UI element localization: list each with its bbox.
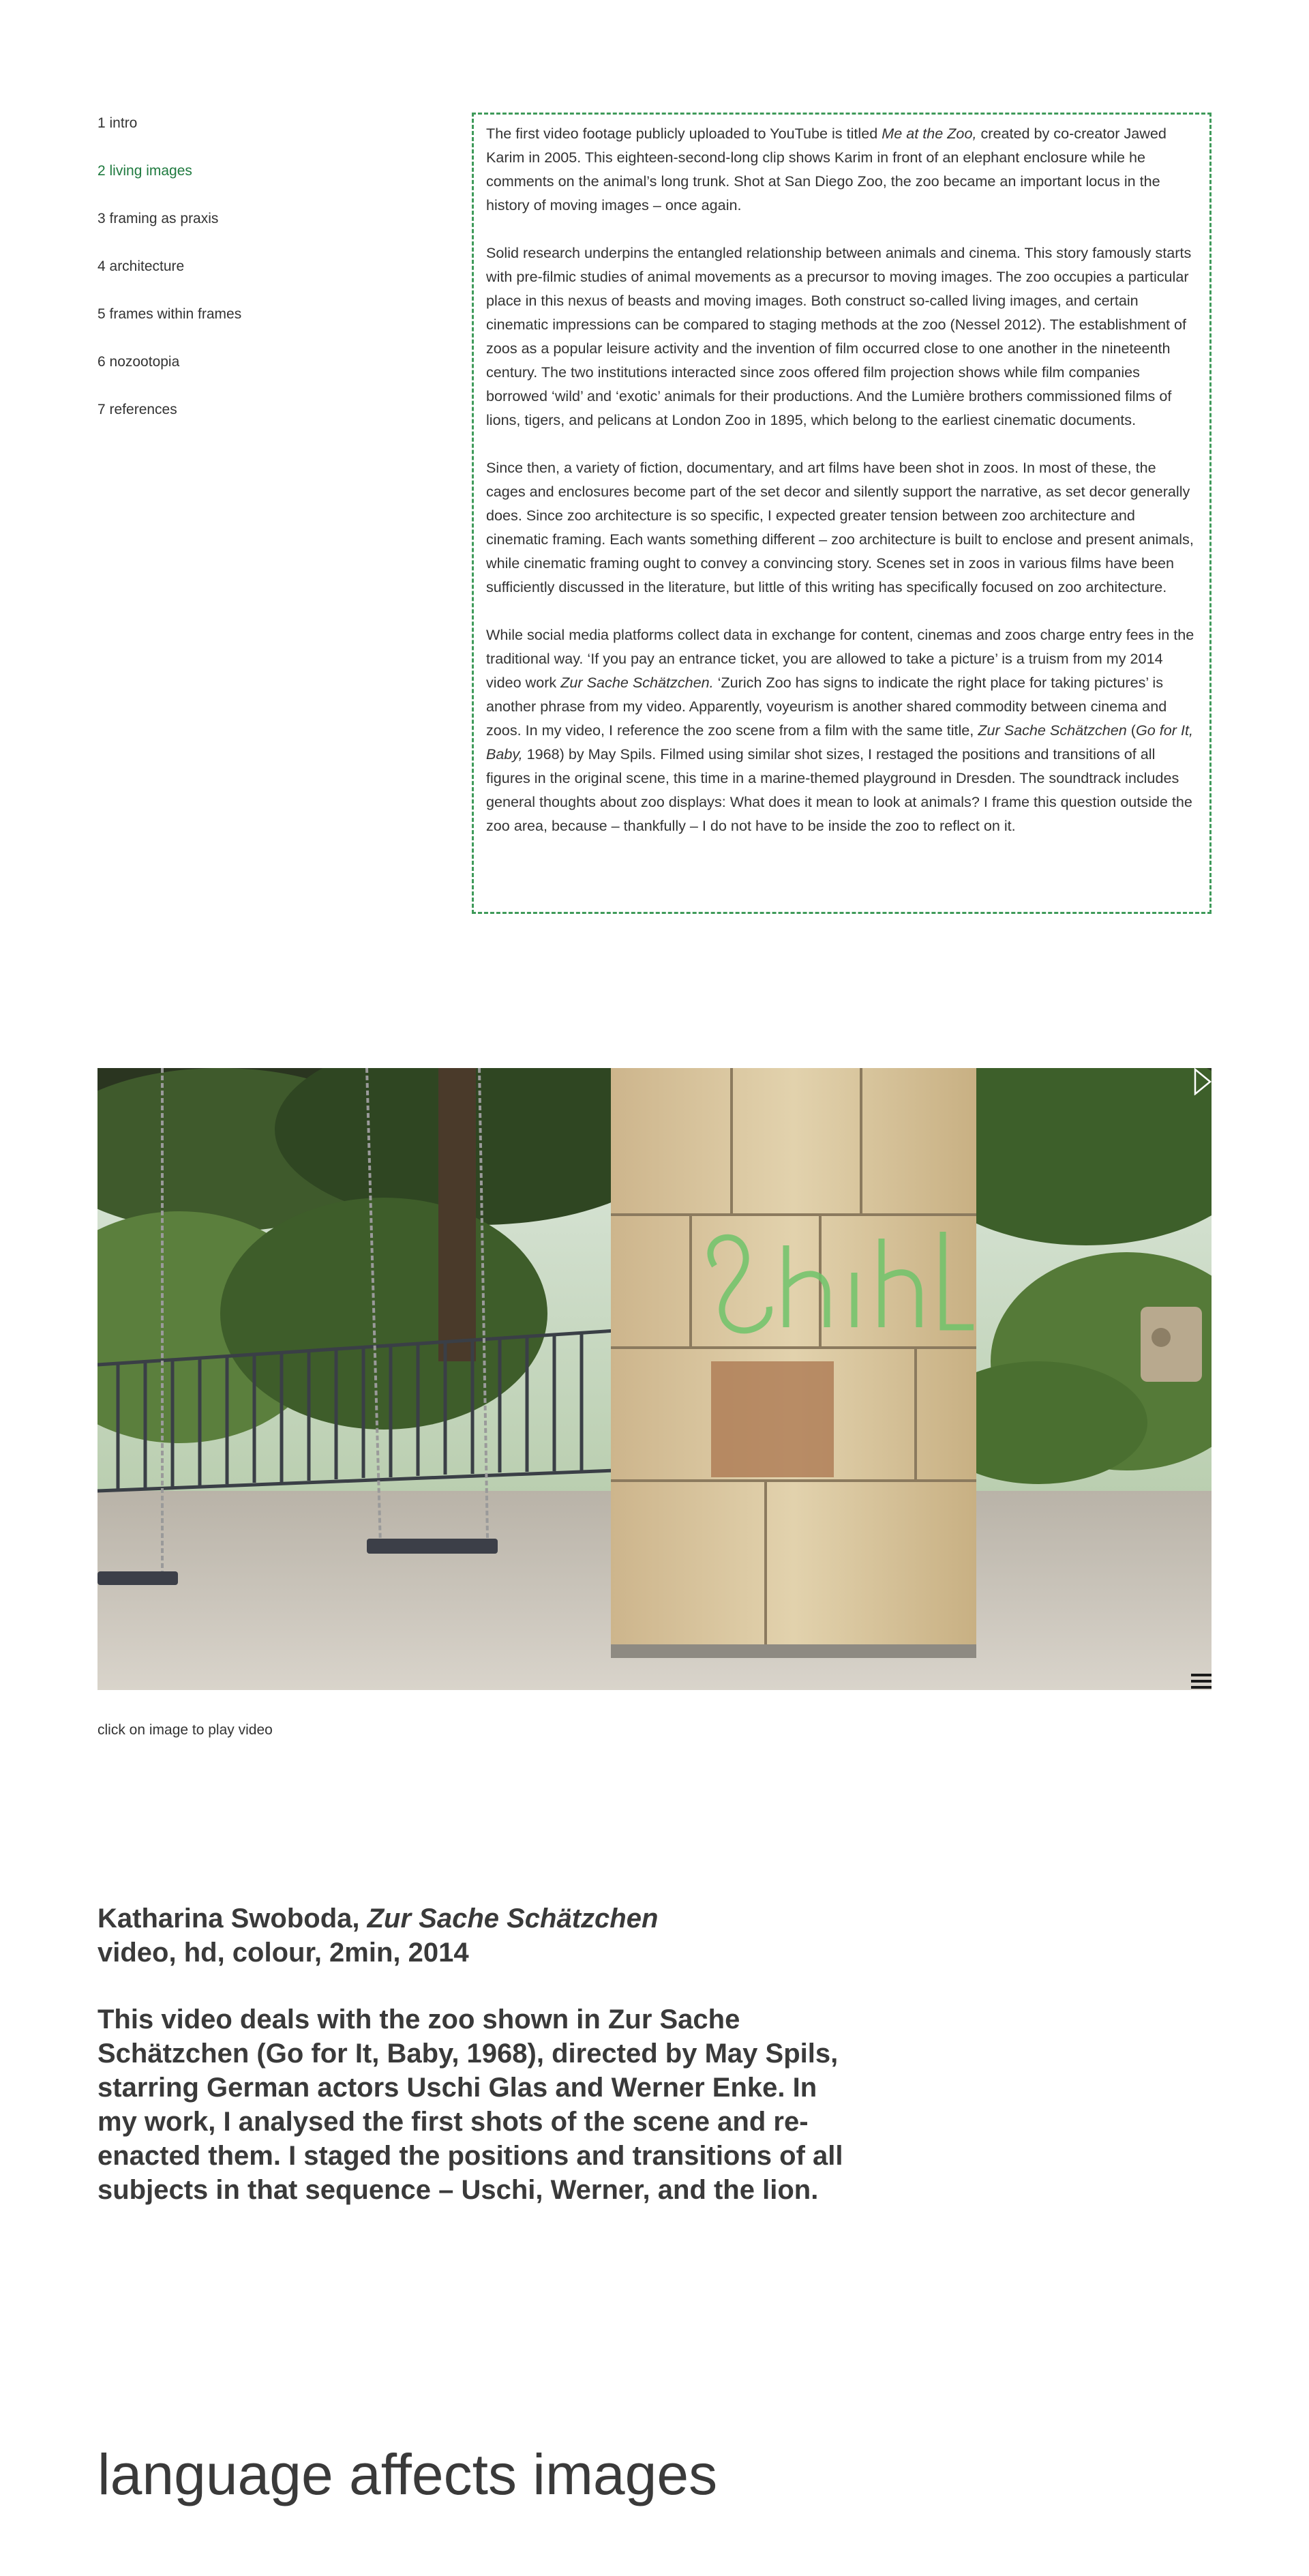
video-still-playground[interactable] (97, 1068, 1212, 1690)
credits-work-title: Zur Sache Schätzchen (367, 1904, 659, 1934)
nav-item-framing-as-praxis[interactable]: 3 framing as praxis (97, 211, 219, 226)
nav-item-intro[interactable]: 1 intro (97, 115, 138, 131)
nav-item-references[interactable]: 7 references (97, 402, 177, 417)
paragraph-2: Solid research underpins the entangled relationship between animals and cinema. This story famously starts with pre-filmic studies of animal movements as a precursor to moving images. The zoo occupies a particular place in this nexus of beasts and moving images. Both construct so-called living images, and certain cinematic impressions can be compared to staging methods at the zoo (Nessel 2012). The establishment of zoos as a popular leisure activity and the invention of film occurred close to one another in the nineteenth century. The two institutions interacted since zoos offered film projection shows while film companies borrowed ‘wild’ and ‘exotic’ animals for their productions. And the Lumière brothers commissioned films of lions, tigers, and pelicans at London Zoo in 1895, which belong to the earliest cinematic documents. (486, 244, 1192, 428)
nav-item-nozootopia[interactable]: 6 nozootopia (97, 354, 180, 370)
video-player[interactable] (97, 1068, 1212, 1690)
work-title: Zur Sache Schätzchen. (560, 674, 714, 691)
artist-name: Katharina Swoboda, (97, 1904, 367, 1934)
video-caption: click on image to play video (97, 1722, 273, 1738)
paragraph-1: The first video footage publicly uploaded to YouTube is titled Me at the Zoo, created by co-creator Jawed Karim in 2005. This eighteen-second-long clip shows Karim in front of an elephant enclosure while he comments on the animal’s long trunk. Shot at San Diego Zoo, the zoo became an important locus in the history of moving images – once again. (486, 125, 1167, 213)
credits-line-artist-title (97, 1901, 916, 1936)
menu-icon[interactable] (1191, 1672, 1212, 1690)
play-triangle-icon[interactable] (1194, 1068, 1212, 1095)
nav-item-living-images[interactable]: 2 living images (97, 163, 192, 179)
credits-line-details: video, hd, colour, 2min, 2014 (97, 1938, 469, 1968)
film-title-english: Go for It, Baby, (486, 722, 1193, 763)
article-text-box (472, 113, 1212, 914)
work-description: This video deals with the zoo shown in Zur Sache Schätzchen (Go for It, Baby, 1968), directed by May Spils, starring German actors Uschi Glas and Werner Enke. In my work, I analysed the first shots of the scene and re-enacted them. I staged the positions and transitions of all subjects in that sequence – Uschi, Werner, and the lion. (97, 2004, 843, 2205)
nav-item-frames-within-frames[interactable]: 5 frames within frames (97, 306, 242, 322)
chapter-nav (97, 113, 370, 447)
section-title: language affects images (97, 2442, 718, 2506)
film-title: Zur Sache Schätzchen (978, 722, 1127, 739)
paragraph-4: While social media platforms collect data in exchange for content, cinemas and zoos charge entry fees in the traditional way. ‘If you pay an entrance ticket, you are allowed to take a picture’ is a truism from my 2014 video work Zur Sache Schätzchen. ‘Zurich Zoo has signs to indicate the right place for taking pictures’ is another phrase from my video. Apparently, voyeurism is another shared commodity between cinema and zoos. In my video, I reference the zoo scene from a film with the same title, Zur Sache Schätzchen (Go for It, Baby, 1968) by May Spils. Filmed using similar shot sizes, I restaged the positions and transitions of all figures in the original scene, this time in a marine-themed playground in Dresden. The soundtrack includes general thoughts about zoo displays: What does it mean to look at animals? I frame this question outside the zoo area, because – thankfully – I do not have to be inside the zoo to reflect on it. (486, 626, 1194, 834)
video-title: Me at the Zoo, (882, 125, 977, 142)
paragraph-3: Since then, a variety of fiction, documentary, and art films have been shot in zoos. In most of these, the cages and enclosures become part of the set decor and silently support the narrative, as set decor generally does. Since zoo architecture is so specific, I expected greater tension between zoo architecture and cinematic framing. Each wants something different – zoo architecture is built to enclose and present animals, while cinematic framing ought to convey a convincing story. Scenes set in zoos in various films have been sufficiently discussed in the literature, but little of this writing has specifically focused on zoo architecture. (486, 459, 1194, 595)
nav-item-architecture[interactable]: 4 architecture (97, 258, 185, 274)
work-credits (97, 1901, 916, 1970)
